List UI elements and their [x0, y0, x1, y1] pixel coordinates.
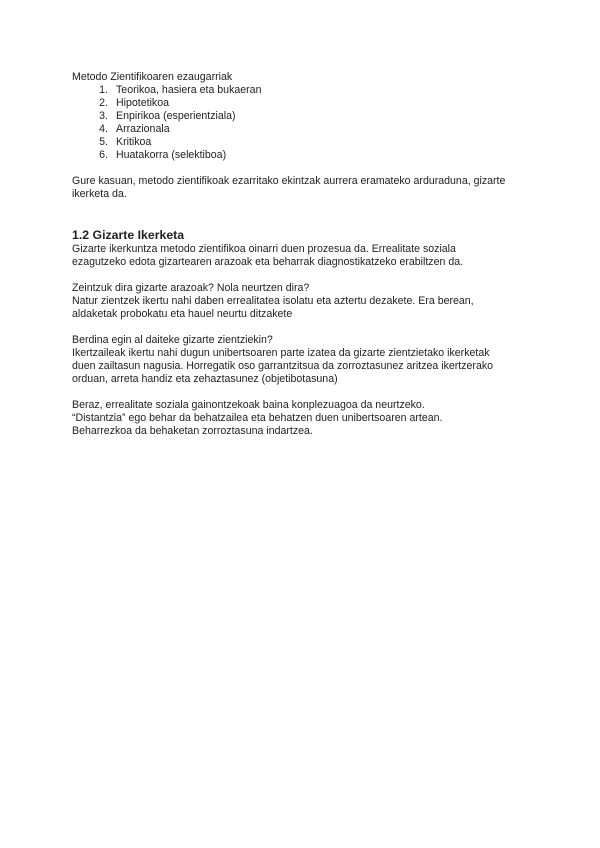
list-item-text: Enpirikoa (esperientziala) — [116, 110, 236, 122]
list-item-text: Huatakorra (selektiboa) — [116, 149, 227, 161]
paragraph-line: aldaketak probokatu eta hauel neurtu ditzakete — [72, 308, 293, 320]
section-heading: 1.2 Gizarte Ikerketa — [72, 228, 185, 242]
question-block — [72, 282, 532, 321]
list-item — [72, 84, 532, 97]
paragraph-line: Natur zientzek ikertu nahi daben errealitatea isolatu eta aztertu dezakete. Era berean, — [72, 295, 474, 307]
list-item — [72, 110, 532, 123]
section-paragraph — [72, 243, 532, 269]
paragraph-line: Gure kasuan, metodo zientifikoak ezarritako ekintzak aurrera eramateko arduraduna, gizarte — [72, 175, 506, 187]
list-title: Metodo Zientifikoaren ezaugarriak — [72, 71, 233, 83]
paragraph-line: ezagutzeko edota gizartearen arazoak eta beharrak diagnostikatzeko erabiltzen da. — [72, 256, 464, 268]
paragraph-line: orduan, arreta handiz eta zehaztasunez (objetibotasuna) — [72, 373, 338, 385]
list-item-text: Kritikoa — [116, 136, 152, 148]
conclusion-paragraph — [72, 399, 532, 438]
paragraph-line: “Distantzia” ego behar da behatzailea eta behatzen duen unibertsoaren artean. — [72, 412, 443, 424]
question-text: Berdina egin al daiteke gizarte zientziekin? — [72, 334, 273, 346]
list-item — [72, 149, 532, 162]
paragraph-line: Gizarte ikerkuntza metodo zientifikoa oinarri duen prozesua da. Errealitate soziala — [72, 243, 456, 255]
list-item-text: Hipotetikoa — [116, 97, 169, 109]
list-item-number: 2. — [99, 97, 108, 109]
list-item-number: 3. — [99, 110, 108, 122]
spacer — [72, 321, 532, 334]
list-item-number: 1. — [99, 84, 108, 96]
list-item-number: 5. — [99, 136, 108, 148]
list-item-text: Teorikoa, hasiera eta bukaeran — [116, 84, 262, 96]
spacer — [72, 201, 532, 228]
question-block — [72, 334, 532, 386]
list-item — [72, 136, 532, 149]
list-item-number: 6. — [99, 149, 108, 161]
list-item-number: 4. — [99, 123, 108, 135]
paragraph-line: ikerketa da. — [72, 188, 127, 200]
list-item — [72, 123, 532, 136]
paragraph-line: Beraz, errealitate soziala gainontzekoak baina konplezuagoa da neurtzeko. — [72, 399, 425, 411]
spacer — [72, 269, 532, 282]
spacer — [72, 162, 532, 175]
question-text: Zeintzuk dira gizarte arazoak? Nola neurtzen dira? — [72, 282, 310, 294]
characteristics-list — [72, 84, 532, 162]
intro-paragraph — [72, 175, 532, 201]
paragraph-line: Ikertzaileak ikertu nahi dugun unibertsoaren parte izatea da gizarte zientzietako ikerketak — [72, 347, 490, 359]
list-item — [72, 97, 532, 110]
paragraph-line: Beharrezkoa da behaketan zorroztasuna indartzea. — [72, 425, 313, 437]
list-item-text: Arrazionala — [116, 123, 170, 135]
paragraph-line: duen zailtasun nagusia. Horregatik oso garrantzitsua da zorroztasunez aritzea ikertzerako — [72, 360, 494, 372]
document-body — [72, 71, 532, 438]
spacer — [72, 386, 532, 399]
